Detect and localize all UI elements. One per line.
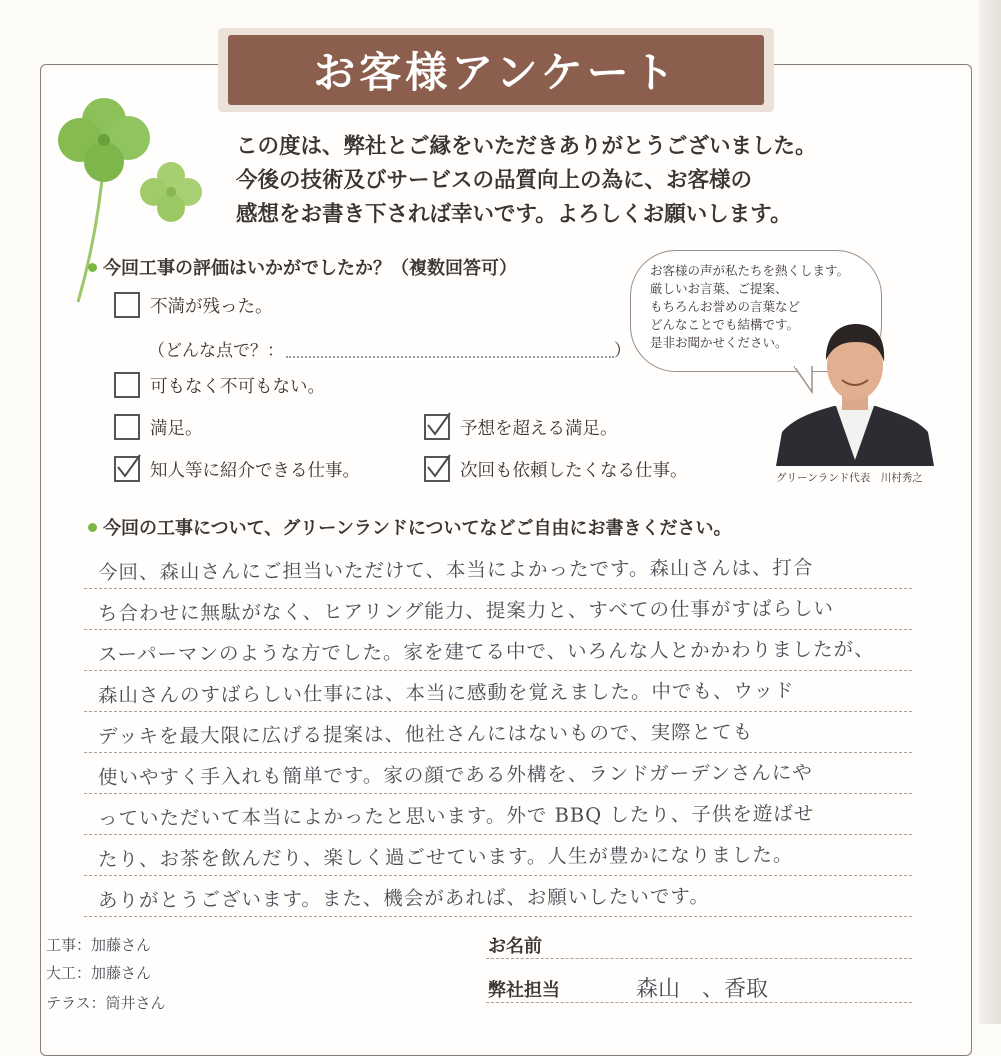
intro-text (236, 130, 896, 232)
representative-photo (776, 320, 934, 466)
handwritten-text: 今回、森山さんにご担当いただけて、本当によかったです。森山さんは、打合 (97, 556, 814, 584)
comment-line (84, 753, 912, 794)
option-label: 予想を超える満足。 (460, 418, 618, 439)
bubble-line: どんなことでも結構です。 (650, 317, 800, 332)
comment-line (84, 794, 912, 835)
checkbox-unchecked-icon[interactable] (114, 414, 140, 440)
intro-line: 今後の技術及びサービスの品質向上の為に、お客様の (236, 168, 753, 193)
option-label: 可もなく不可もない。 (150, 376, 325, 397)
comment-line (84, 548, 912, 589)
checkbox-unchecked-icon[interactable] (114, 292, 140, 318)
bubble-line: 是非お聞かせください。 (650, 335, 788, 350)
handwritten-text: ありがとうございます。また、機会があれば、お願いしたいです。 (97, 884, 710, 912)
handwritten-text: たり、お茶を飲んだり、楽しく過ごせています。人生が豊かになりました。 (97, 843, 794, 871)
checkbox-unchecked-icon[interactable] (114, 372, 140, 398)
reason-label: （どんな点で？： (148, 341, 284, 361)
intro-line: 感想をお書き下されば幸いです。よろしくお願いします。 (236, 202, 792, 227)
question1-heading (88, 254, 517, 280)
name-label: お名前 (488, 936, 542, 957)
handwritten-text: デッキを最大限に広げる提案は、他社さんにはないもので、実際とても (97, 720, 754, 748)
side-note: 工事：加藤さん (46, 936, 152, 954)
staff-label: 弊社担当 (488, 980, 560, 1001)
question1-heading-text: 今回工事の評価はいかがでしたか？（複数回答可） (103, 258, 517, 279)
title-banner (218, 28, 774, 112)
side-note: テラス：筒井さん (46, 994, 166, 1012)
checkbox-checked-icon[interactable] (424, 456, 450, 482)
option-unsatisfied[interactable] (114, 292, 273, 318)
option-label: 不満が残った。 (150, 296, 273, 317)
scan-edge (979, 0, 1001, 1024)
bubble-line: お客様の声が私たちを熱くします。 (650, 263, 850, 278)
option-exceeded[interactable] (424, 414, 618, 440)
name-input-line[interactable] (486, 958, 912, 959)
reason-input-line[interactable] (286, 356, 614, 358)
option-label: 満足。 (150, 418, 203, 439)
option-neutral[interactable] (114, 372, 325, 398)
question2-heading-text: 今回の工事について、グリーンランドについてなどご自由にお書きください。 (103, 518, 732, 539)
handwritten-text: ち合わせに無駄がなく、ヒアリング能力、提案力と、すべての仕事がすばらしい (97, 596, 835, 625)
comment-line (84, 671, 912, 712)
page-title: お客様アンケート (313, 48, 679, 97)
handwritten-text: スーパーマンのような方でした。家を建てる中で、いろんな人とかかわりましたが、 (97, 637, 875, 666)
bubble-line: もちろんお誉めの言葉など (650, 299, 801, 314)
comment-area[interactable] (84, 548, 912, 917)
option-recommend[interactable] (114, 456, 360, 482)
checkbox-checked-icon[interactable] (114, 456, 140, 482)
photo-caption: グリーンランド代表 川村秀之 (776, 472, 923, 484)
bullet-icon (88, 523, 97, 532)
comment-line (84, 589, 912, 630)
clover-small-icon (136, 158, 206, 230)
comment-line (84, 876, 912, 917)
side-note: 大工：加藤さん (46, 964, 152, 982)
option-satisfied[interactable] (114, 414, 203, 440)
checkbox-checked-icon[interactable] (424, 414, 450, 440)
comment-line (84, 835, 912, 876)
reason-close: ） (614, 341, 631, 361)
handwritten-text: 森山さんのすばらしい仕事には、本当に感動を覚えました。中でも、ウッド (97, 679, 795, 707)
option-label: 次回も依頼したくなる仕事。 (460, 460, 688, 481)
handwritten-text: っていただいて本当によかったと思います。外で BBQ したり、子供を遊ばせ (97, 801, 815, 830)
option-request-again[interactable] (424, 456, 688, 482)
bubble-line: 厳しいお言葉、ご提案、 (650, 281, 788, 296)
comment-line (84, 712, 912, 753)
comment-line (84, 630, 912, 671)
question2-heading (88, 514, 732, 540)
staff-value: 森山 、香取 (636, 977, 769, 1002)
intro-line: この度は、弊社とご縁をいただきありがとうございました。 (236, 134, 817, 159)
bullet-icon (88, 263, 97, 272)
option-label: 知人等に紹介できる仕事。 (150, 460, 360, 481)
handwritten-text: 使いやすく手入れも簡単です。家の顔である外構を、ランドガーデンさんにや (97, 761, 813, 789)
